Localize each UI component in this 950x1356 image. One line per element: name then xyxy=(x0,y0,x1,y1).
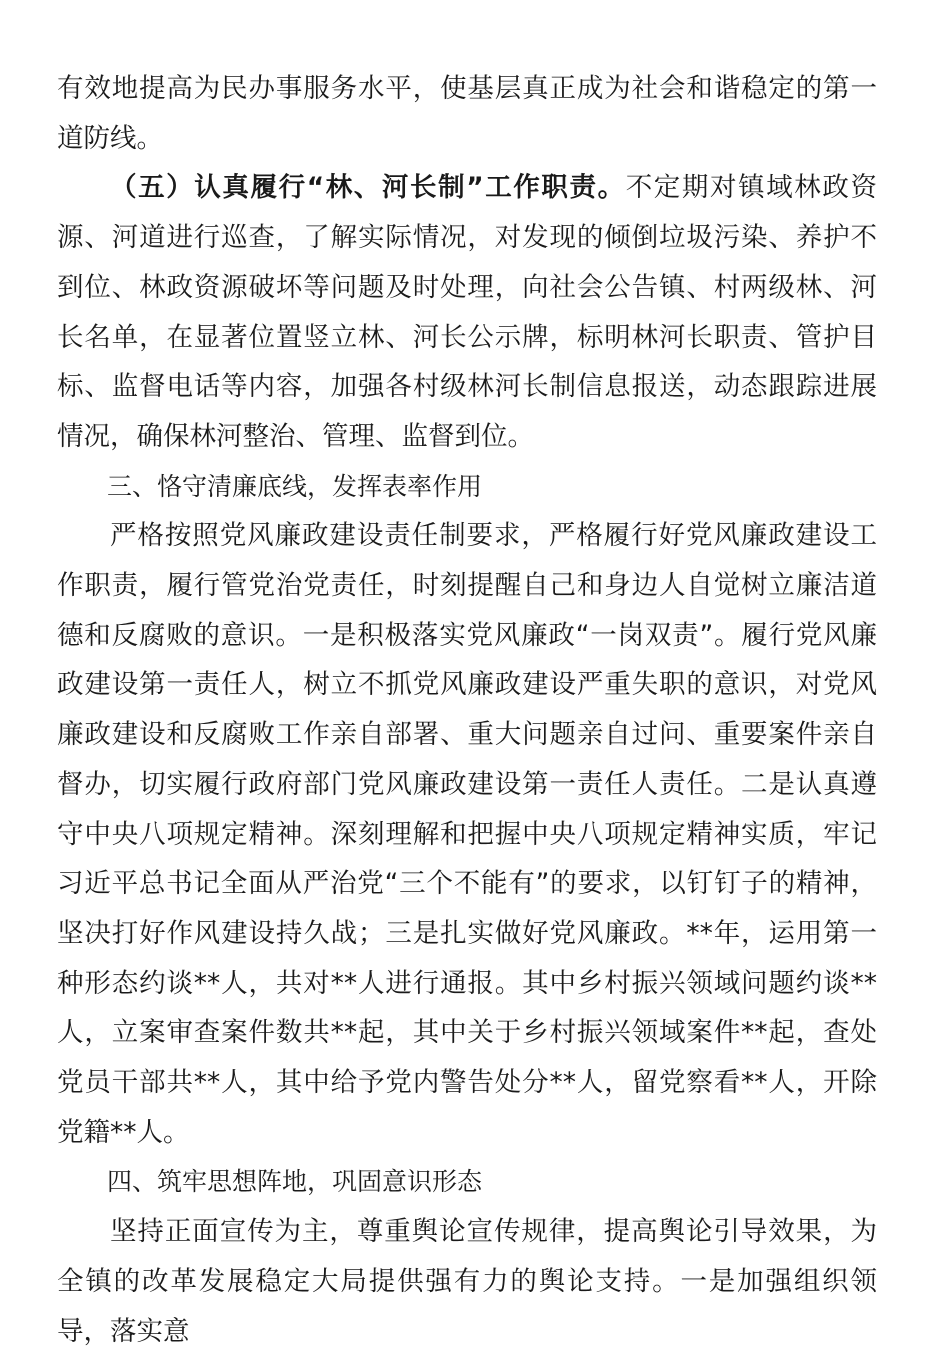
paragraph-continuation: 有效地提高为民办事服务水平，使基层真正成为社会和谐稳定的第一道防线。 xyxy=(57,73,877,154)
paragraph-body: 不定期对镇域林政资源、河道进行巡查，了解实际情况，对发现的倾倒垃圾污染、养护不到位、林政资源破坏等问题及时处理，向社会公告镇、村两级林、河长名单，在显著位置竖立林、河长公示牌，标明林河长职责、管护目标、监督电话等内容，加强各村级林河长制信息报送，动态跟踪进展情况，确保林河整治、管理、监督到位。 xyxy=(57,172,877,452)
paragraph-ideology: 坚持正面宣传为主，尊重舆论宣传规律，提高舆论引导效果，为全镇的改革发展稳定大局提供强有力的舆论支持。一是加强组织领导，落实意 xyxy=(57,1216,877,1347)
paragraph-lead-heading: （五）认真履行“林、河长制”工作职责。 xyxy=(110,172,626,204)
section-heading-integrity: 三、恪守清廉底线，发挥表率作用 xyxy=(107,471,483,501)
section-heading-ideology: 四、筑牢思想阵地，巩固意识形态 xyxy=(107,1167,483,1197)
document-page xyxy=(57,64,877,1356)
paragraph-integrity: 严格按照党风廉政建设责任制要求，严格履行好党风廉政建设工作职责，履行管党治党责任，时刻提醒自己和身边人自觉树立廉洁道德和反腐败的意识。一是积极落实党风廉政“一岗双责”。履行党风廉政建设第一责任人，树立不抓党风廉政建设严重失职的意识，对党风廉政建设和反腐败工作亲自部署、重大问题亲自过问、重要案件亲自督办，切实履行政府部门党风廉政建设第一责任人责任。二是认真遵守中央八项规定精神。深刻理解和把握中央八项规定精神实质，牢记习近平总书记全面从严治党“三个不能有”的要求，以钉钉子的精神，坚决打好作风建设持久战；三是扎实做好党风廉政。**年，运用第一种形态约谈**人，共对**人进行通报。其中乡村振兴领域问题约谈**人，立案审查案件数共**起，其中关于乡村振兴领域案件**起，查处党员干部共**人，其中给予党内警告处分**人，留党察看**人，开除党籍**人。 xyxy=(57,520,877,1148)
paragraph-river-chief xyxy=(57,163,877,461)
